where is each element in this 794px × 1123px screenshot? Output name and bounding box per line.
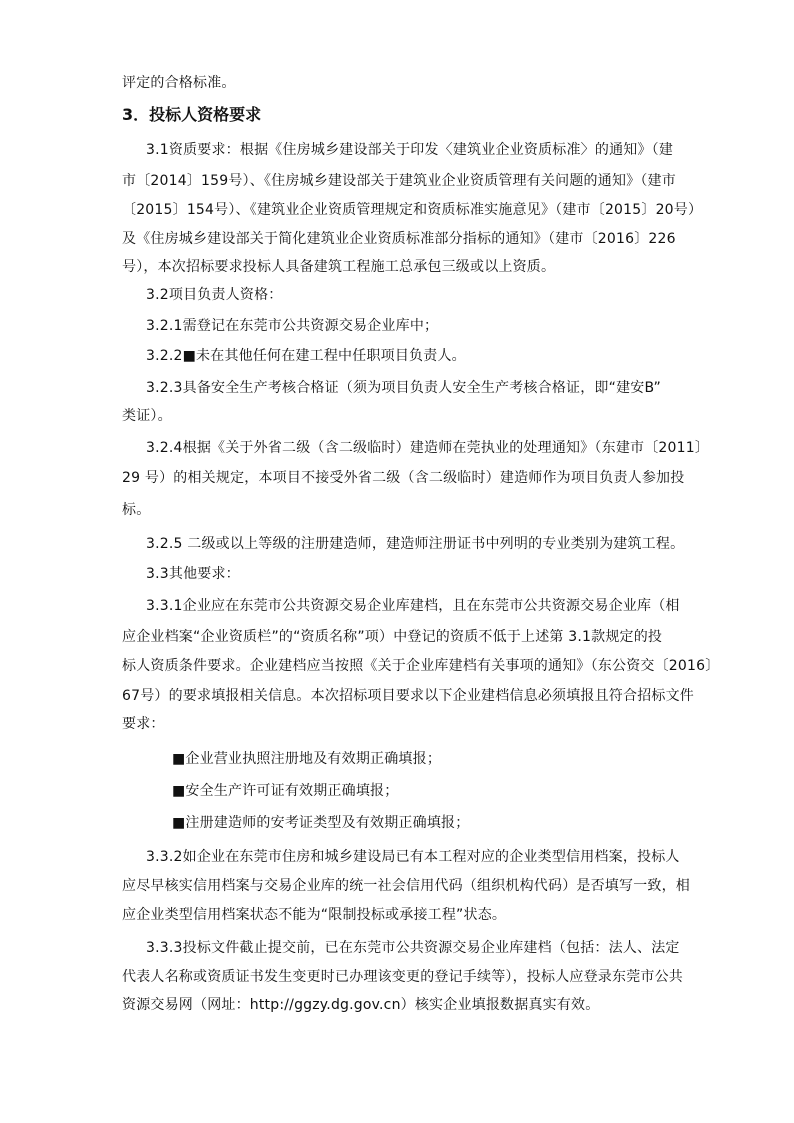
- text-line: 29 号）的相关规定，本项目不接受外省二级（含二级临时）建造师作为项目负责人参加投: [122, 470, 685, 486]
- text-line: 应企业类型信用档案状态不能为“限制投标或承接工程”状态。: [122, 907, 507, 923]
- text-line: 标人资质条件要求。企业建档应当按照《关于企业库建档有关事项的通知》（东公资交〔2016〕: [122, 658, 720, 674]
- paragraph-3-2: 3.2项目负责人资格：: [146, 287, 283, 303]
- text-line: 类证）。: [122, 408, 172, 424]
- text-line: 3.3.2如企业在东莞市住房和城乡建设局已有本工程对应的企业类型信用档案，投标人: [146, 849, 680, 865]
- text-line: 标。: [122, 502, 151, 518]
- text-line: 及《住房城乡建设部关于简化建筑业企业资质标准部分指标的通知》（建市〔2016〕226: [122, 231, 676, 247]
- lead-line: 评定的合格标准。: [122, 75, 236, 91]
- text-line: 代表人名称或资质证书发生变更时已办理该变更的登记手续等），投标人应登录东莞市公共: [122, 969, 683, 985]
- text-line: 3.3.3投标文件截止提交前，已在东莞市公共资源交易企业库建档（包括：法人、法定: [146, 940, 680, 956]
- paragraph-3-2-5: 3.2.5 二级或以上等级的注册建造师，建造师注册证书中列明的专业类别为建筑工程。: [146, 536, 685, 552]
- text-line: 号），本次招标要求投标人具备建筑工程施工总承包三级或以上资质。: [122, 259, 556, 275]
- text-line: 3.2.3具备安全生产考核合格证（须为项目负责人安全生产考核合格证，即“建安B”: [146, 380, 661, 396]
- text-line: 67号）的要求填报相关信息。本次招标项目要求以下企业建档信息必须填报且符合招标文件: [122, 688, 695, 704]
- paragraph-3-2-1: 3.2.1需登记在东莞市公共资源交易企业库中；: [146, 318, 439, 334]
- text-line: 3.3.1企业应在东莞市公共资源交易企业库建档，且在东莞市公共资源交易企业库（相: [146, 598, 680, 614]
- paragraph-3-3: 3.3其他要求：: [146, 566, 240, 582]
- bullet-item: ■安全生产许可证有效期正确填报；: [172, 783, 399, 799]
- bullet-item: ■注册建造师的安考证类型及有效期正确填报；: [172, 815, 470, 831]
- bullet-item: ■企业营业执照注册地及有效期正确填报；: [172, 751, 442, 767]
- text-line: 3.1资质要求：根据《住房城乡建设部关于印发〈建筑业企业资质标准〉的通知》（建: [146, 142, 674, 158]
- text-line: 〔2015〕154号）、《建筑业企业资质管理规定和资质标准实施意见》（建市〔2015〕20号）: [122, 202, 703, 218]
- text-line: 要求：: [122, 716, 165, 732]
- text-line: 3.2.4根据《关于外省二级（含二级临时）建造师在莞执业的处理通知》（东建市〔2011〕: [146, 440, 710, 456]
- text-line: 应尽早核实信用档案与交易企业库的统一社会信用代码（组织机构代码）是否填写一致，相: [122, 878, 690, 894]
- text-line: 资源交易网（网址：http://ggzy.dg.gov.cn）核实企业填报数据真实有效。: [122, 997, 600, 1013]
- section-heading: 3．投标人资格要求: [122, 105, 262, 124]
- paragraph-3-2-2: 3.2.2■未在其他任何在建工程中任职项目负责人。: [146, 348, 466, 364]
- text-line: 应企业档案“企业资质栏”的“资质名称”项）中登记的资质不低于上述第 3.1款规定的投: [122, 629, 663, 645]
- text-line: 市〔2014〕159号）、《住房城乡建设部关于建筑业企业资质管理有关问题的通知》（建市: [122, 173, 676, 189]
